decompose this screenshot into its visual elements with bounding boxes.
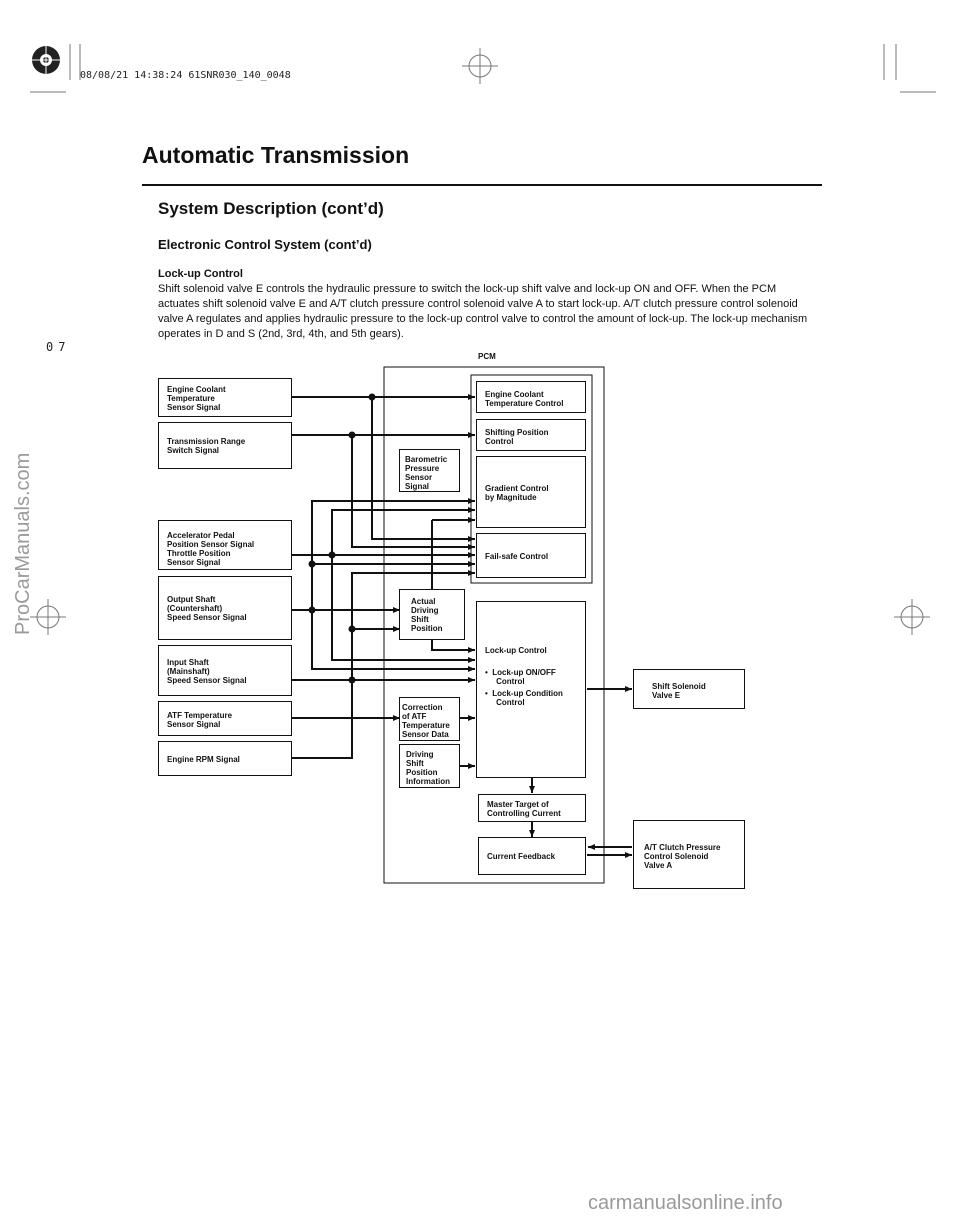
master-target-box	[478, 794, 586, 822]
driving-shift-box	[399, 744, 460, 788]
failsafe-control-box	[476, 533, 586, 578]
input-tr-box	[158, 422, 292, 469]
lockup-onoff-label: • Lock-up ON/OFF Control	[485, 668, 556, 686]
subheading: Electronic Control System (cont’d)	[158, 237, 372, 252]
shifting-position-box	[476, 419, 586, 451]
input-tr-label: Transmission Range Switch Signal	[167, 437, 246, 455]
input-iss-label: Input Shaft (Mainshaft) Speed Sensor Signal	[167, 658, 247, 685]
wire-actual-lockup	[432, 640, 475, 650]
section-title: Automatic Transmission	[142, 142, 410, 168]
current-feedback-box	[478, 837, 586, 875]
lockup-condition-label: • Lock-up Condition Control	[485, 689, 563, 707]
input-app-label: Accelerator Pedal Position Sensor Signal Throttle Position Sensor Signal	[167, 531, 255, 567]
pcm-label: PCM	[478, 352, 496, 361]
barometric-box	[399, 449, 460, 492]
output-ssv-e-box	[633, 669, 745, 709]
lockup-heading: Lock-up Control	[158, 268, 243, 280]
ect-control-box	[476, 381, 586, 413]
lockup-control-label: Lock-up Control	[485, 646, 547, 655]
input-oss-box	[158, 576, 292, 640]
lockup-paragraph: Shift solenoid valve E controls the hydraulic pressure to switch the lock-up shift valve and lock-up ON and OFF. When the PCM actuates shift solenoid valve E and A/T clutch pressure control solenoid valve A to start lock-up. A/T clutch pressure control solenoid valve A regulates and applies hydraulic pressure to the lock-up control valve to control the amount of lock-up. The lock-up mechanism operates in D and S (2nd, 3rd, 4th, and 5th gears).	[158, 283, 808, 340]
print-stamp: 08/08/21 14:38:24 61SNR030_140_0048	[80, 70, 291, 81]
junction-dots	[309, 394, 376, 684]
actual-driving-label: Actual Driving Shift Position	[411, 597, 443, 633]
actual-driving-box	[399, 589, 465, 640]
current-feedback-label: Current Feedback	[487, 852, 556, 861]
input-atf-label: ATF Temperature Sensor Signal	[167, 711, 233, 729]
input-oss-label: Output Shaft (Countershaft) Speed Sensor Signal	[167, 595, 247, 622]
gradient-control-box	[476, 456, 586, 528]
ect-control-label: Engine Coolant Temperature Control	[485, 390, 564, 408]
side-watermark: ProCarManuals.com	[12, 452, 34, 635]
output-atcp-a-label: A/T Clutch Pressure Control Solenoid Valve A	[644, 843, 721, 870]
input-app-box	[158, 520, 292, 570]
output-atcp-a-box	[633, 820, 745, 889]
failsafe-control-label: Fail-safe Control	[485, 552, 549, 561]
input-rpm-label: Engine RPM Signal	[167, 755, 240, 764]
input-ect-box	[158, 378, 292, 417]
output-ssv-e-label: Shift Solenoid Valve E	[652, 682, 706, 700]
lockup-control-box	[476, 601, 586, 778]
subtitle: System Description (cont’d)	[158, 199, 384, 218]
gradient-control-label: Gradient Control by Magnitude	[485, 484, 549, 502]
input-iss-box	[158, 645, 292, 696]
atf-correction-label: Correction of ATF Temperature Sensor Data	[402, 703, 450, 739]
wire-app-gradient	[291, 510, 475, 555]
input-ect-label: Engine Coolant Temperature Sensor Signal	[167, 385, 226, 412]
side-code: 07	[46, 340, 71, 354]
input-atf-box	[158, 701, 292, 736]
master-target-label: Master Target of Controlling Current	[487, 800, 561, 818]
bottom-watermark: carmanualsonline.info	[588, 1192, 783, 1214]
shifting-position-label: Shifting Position Control	[485, 428, 549, 446]
barometric-label: Barometric Pressure Sensor Signal	[405, 455, 448, 491]
driving-shift-label: Driving Shift Position Information	[406, 750, 450, 786]
input-rpm-box	[158, 741, 292, 776]
atf-correction-box	[399, 697, 460, 741]
